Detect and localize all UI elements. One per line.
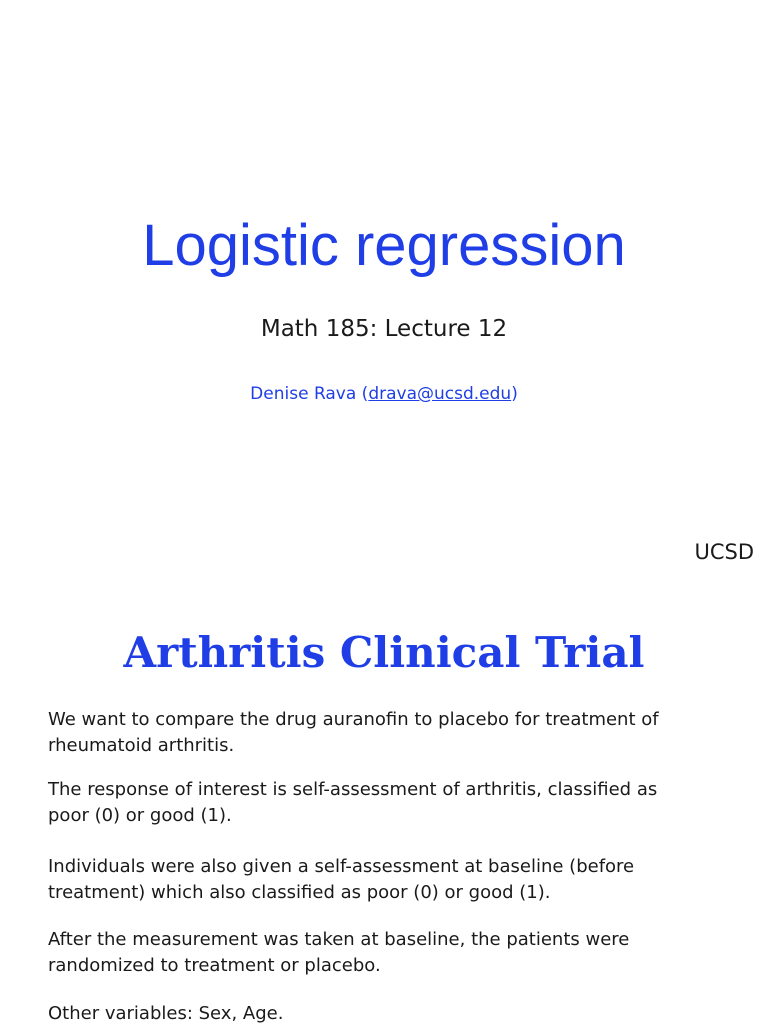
paragraph: Individuals were also given a self-assessment at baseline (before treatment) which also classified as poor (0) or good (1). <box>48 856 635 903</box>
slide-title: Arthritis Clinical Trial <box>123 628 645 677</box>
author-close-paren: ) <box>511 384 518 404</box>
paragraph: The response of interest is self-assessment of arthritis, classified as poor (0) or good (1). <box>48 779 658 826</box>
paragraph: We want to compare the drug auranofin to placebo for treatment of rheumatoid arthritis. <box>48 709 659 756</box>
lecture-subtitle: Math 185: Lecture 12 <box>260 316 508 342</box>
institution-label: UCSD <box>694 540 754 564</box>
author-email-link[interactable]: drava@ucsd.edu <box>368 384 512 404</box>
paragraph: After the measurement was taken at baseline, the patients were randomized to treatment or placebo. <box>48 929 630 976</box>
author-line <box>0 382 768 406</box>
content-slide <box>0 592 768 1024</box>
paragraph: Other variables: Sex, Age. <box>48 1003 284 1024</box>
author-name: Denise Rava ( <box>250 384 369 404</box>
presentation-title: Logistic regression <box>142 213 626 278</box>
